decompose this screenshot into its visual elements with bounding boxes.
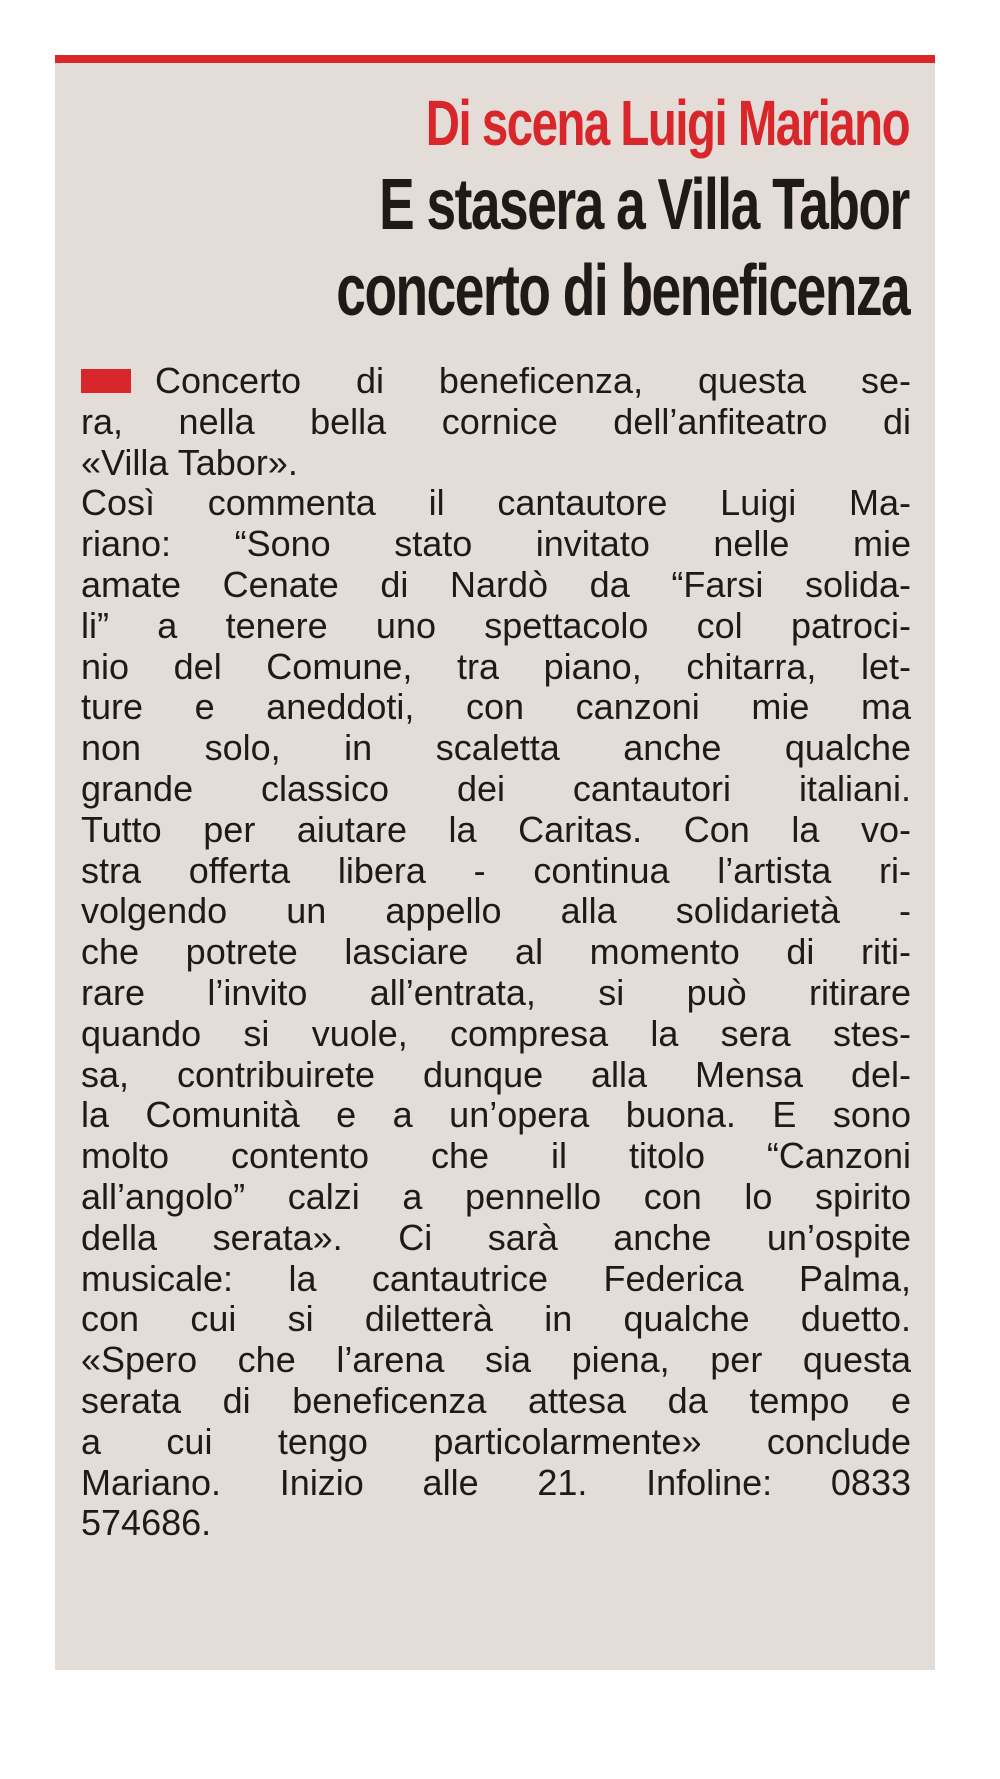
- body-line: non solo, in scaletta anche qualche: [81, 727, 911, 769]
- body-line: ra, nella bella cornice dell’anfiteatro di: [81, 400, 911, 442]
- body-line: la Comunità e a un’opera buona. E sono: [81, 1094, 911, 1136]
- body-line: con cui si diletterà in qualche duetto.: [81, 1298, 911, 1340]
- body-line: ture e aneddoti, con canzoni mie ma: [81, 686, 911, 728]
- article-clipping: [55, 55, 935, 1670]
- kicker: Di scena Luigi Mariano: [425, 87, 909, 159]
- body-line: volgendo un appello alla solidarietà -: [81, 890, 911, 932]
- body-line: 574686.: [81, 1502, 212, 1544]
- body-line: [81, 361, 911, 402]
- body-line: stra offerta libera - continua l’artista ri-: [81, 849, 911, 891]
- body-line: nio del Comune, tra piano, chitarra, let-: [81, 645, 911, 687]
- body-line: «Spero che l’arena sia piena, per questa: [81, 1339, 911, 1381]
- headline-line-1: E stasera a Villa Tabor: [379, 165, 909, 245]
- body-line: serata di beneficenza attesa da tempo e: [81, 1379, 911, 1421]
- body-line: all’angolo” calzi a pennello con lo spirito: [81, 1175, 911, 1217]
- body-line: li” a tenere uno spettacolo col patroci-: [81, 604, 911, 646]
- body-line: sa, contribuirete dunque alla Mensa del-: [81, 1053, 911, 1095]
- body-line: rare l’invito all’entrata, si può ritirare: [81, 971, 911, 1013]
- body-line-text: Concerto di beneficenza, questa se-: [155, 360, 911, 401]
- body-line: Mariano. Inizio alle 21. Infoline: 0833: [81, 1461, 911, 1503]
- body-line: grande classico dei cantautori italiani.: [81, 767, 911, 809]
- body-line: della serata». Ci sarà anche un’ospite: [81, 1216, 911, 1258]
- paragraph-marker: [81, 369, 131, 393]
- article-body: [81, 361, 911, 1544]
- body-line: amate Cenate di Nardò da “Farsi solida-: [81, 563, 911, 605]
- body-line: riano: “Sono stato invitato nelle mie: [81, 523, 911, 565]
- body-line: a cui tengo particolarmente» conclude: [81, 1420, 911, 1462]
- body-line: che potrete lasciare al momento di riti-: [81, 931, 911, 973]
- headline-line-2: concerto di beneficenza: [336, 251, 909, 331]
- body-line: Tutto per aiutare la Caritas. Con la vo-: [81, 808, 911, 850]
- body-line: Così commenta il cantautore Luigi Ma-: [81, 482, 911, 524]
- body-line: musicale: la cantautrice Federica Palma,: [81, 1257, 911, 1299]
- body-line: quando si vuole, compresa la sera stes-: [81, 1012, 911, 1054]
- body-line: «Villa Tabor».: [81, 441, 298, 483]
- body-line: molto contento che il titolo “Canzoni: [81, 1135, 911, 1177]
